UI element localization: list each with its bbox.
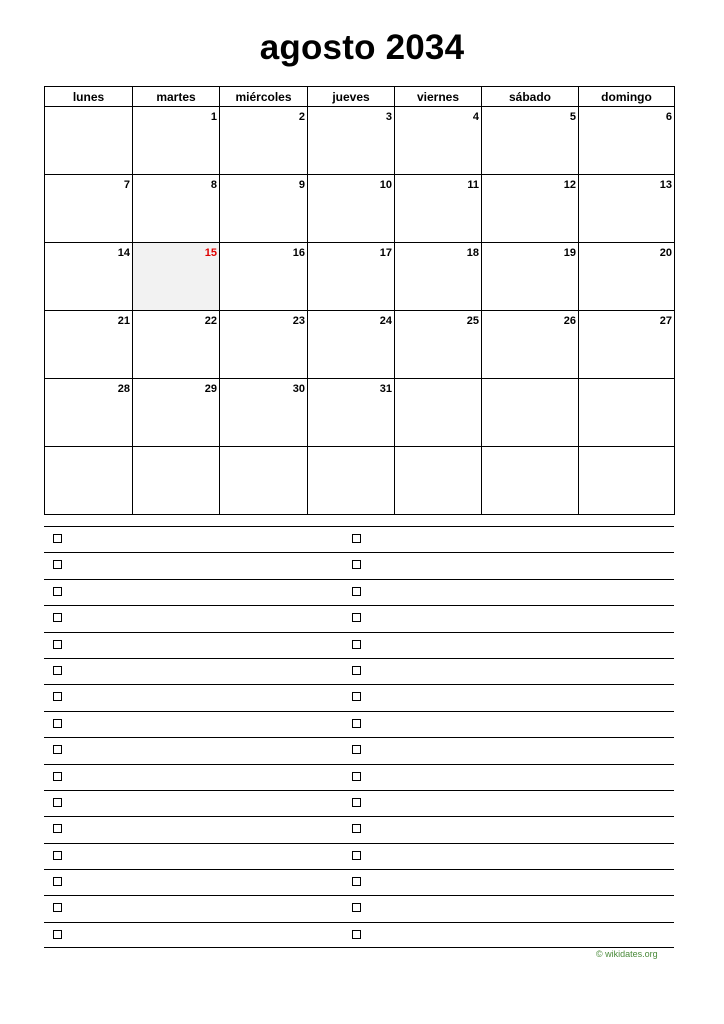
calendar-week-row — [45, 447, 675, 515]
day-number: 31 — [379, 383, 392, 395]
day-number: 12 — [563, 179, 576, 191]
checkbox-icon[interactable] — [352, 903, 361, 912]
checkbox-icon[interactable] — [352, 719, 361, 728]
day-number: 15 — [204, 247, 217, 259]
calendar-day-cell — [308, 107, 395, 175]
checkbox-icon[interactable] — [53, 560, 62, 569]
calendar-day-cell — [220, 175, 308, 243]
checkbox-icon[interactable] — [53, 587, 62, 596]
day-number — [672, 390, 674, 392]
day-number: 21 — [117, 315, 130, 327]
day-number: 17 — [379, 247, 392, 259]
checklist-row — [44, 552, 674, 578]
day-number: 8 — [210, 179, 217, 191]
checklist — [44, 526, 674, 948]
day-number: 26 — [563, 315, 576, 327]
calendar-day-cell — [133, 107, 220, 175]
checkbox-icon[interactable] — [53, 692, 62, 701]
calendar-empty-cell — [482, 447, 579, 515]
checklist-row — [44, 737, 674, 763]
calendar-day-cell — [482, 107, 579, 175]
calendar-day-cell — [133, 379, 220, 447]
weekday-header-row — [45, 87, 675, 107]
checkbox-icon[interactable] — [352, 560, 361, 569]
calendar-day-cell — [579, 175, 675, 243]
checklist-row — [44, 790, 674, 816]
checkbox-icon[interactable] — [352, 798, 361, 807]
calendar-day-cell — [482, 175, 579, 243]
checkbox-icon[interactable] — [352, 534, 361, 543]
day-number: 20 — [659, 247, 672, 259]
day-number: 19 — [563, 247, 576, 259]
weekday-header: miércoles — [220, 87, 308, 107]
day-number: 28 — [117, 383, 130, 395]
checklist-row — [44, 605, 674, 631]
calendar-day-cell — [482, 311, 579, 379]
checkbox-icon[interactable] — [352, 587, 361, 596]
checkbox-icon[interactable] — [53, 930, 62, 939]
checkbox-icon[interactable] — [53, 877, 62, 886]
day-number: 22 — [204, 315, 217, 327]
calendar-week-row — [45, 379, 675, 447]
checkbox-icon[interactable] — [352, 613, 361, 622]
checkbox-icon[interactable] — [352, 930, 361, 939]
calendar-day-cell — [220, 243, 308, 311]
calendar-day-cell — [395, 107, 482, 175]
checklist-row — [44, 711, 674, 737]
checkbox-icon[interactable] — [352, 851, 361, 860]
calendar-empty-cell — [220, 447, 308, 515]
checklist-row — [44, 579, 674, 605]
calendar-day-cell — [45, 379, 133, 447]
checkbox-icon[interactable] — [53, 640, 62, 649]
checklist-row — [44, 895, 674, 921]
weekday-header: viernes — [395, 87, 482, 107]
calendar-day-cell — [133, 243, 220, 311]
checklist-row — [44, 684, 674, 710]
checkbox-icon[interactable] — [53, 534, 62, 543]
calendar-day-cell — [220, 107, 308, 175]
calendar-day-cell — [133, 311, 220, 379]
calendar-day-cell — [395, 175, 482, 243]
checkbox-icon[interactable] — [352, 666, 361, 675]
checkbox-icon[interactable] — [352, 772, 361, 781]
checkbox-icon[interactable] — [53, 824, 62, 833]
day-number: 24 — [379, 315, 392, 327]
day-number — [479, 458, 481, 460]
day-number: 4 — [472, 111, 479, 123]
page-title: agosto 2034 — [259, 28, 465, 67]
calendar-day-cell — [308, 311, 395, 379]
checklist-row — [44, 869, 674, 895]
day-number: 29 — [204, 383, 217, 395]
checklist-row — [44, 922, 674, 948]
day-number: 5 — [569, 111, 576, 123]
calendar-week-row — [45, 175, 675, 243]
calendar-day-cell — [308, 243, 395, 311]
checklist-row — [44, 816, 674, 842]
weekday-header: lunes — [45, 87, 133, 107]
calendar-day-cell — [579, 243, 675, 311]
day-number: 23 — [292, 315, 305, 327]
checkbox-icon[interactable] — [352, 824, 361, 833]
calendar-day-cell — [45, 243, 133, 311]
checkbox-icon[interactable] — [53, 903, 62, 912]
checkbox-icon[interactable] — [352, 640, 361, 649]
day-number — [672, 458, 674, 460]
day-number: 7 — [123, 179, 130, 191]
calendar-day-cell — [579, 311, 675, 379]
day-number: 16 — [292, 247, 305, 259]
day-number — [217, 458, 219, 460]
day-number: 10 — [379, 179, 392, 191]
checkbox-icon[interactable] — [53, 851, 62, 860]
day-number: 2 — [298, 111, 305, 123]
calendar-empty-cell — [308, 447, 395, 515]
day-number: 13 — [659, 179, 672, 191]
calendar-day-cell — [579, 107, 675, 175]
calendar-day-cell — [482, 243, 579, 311]
day-number: 30 — [292, 383, 305, 395]
day-number — [305, 458, 307, 460]
calendar-day-cell — [308, 379, 395, 447]
day-number: 6 — [665, 111, 672, 123]
checkbox-icon[interactable] — [53, 772, 62, 781]
calendar-empty-cell — [579, 379, 675, 447]
calendar-empty-cell — [45, 107, 133, 175]
calendar-day-cell — [308, 175, 395, 243]
checkbox-icon[interactable] — [53, 798, 62, 807]
calendar-empty-cell — [45, 447, 133, 515]
checklist-row — [44, 764, 674, 790]
checklist-row — [44, 632, 674, 658]
checkbox-icon[interactable] — [53, 719, 62, 728]
calendar-day-cell — [133, 175, 220, 243]
checklist-row — [44, 526, 674, 552]
calendar-empty-cell — [395, 379, 482, 447]
checkbox-icon[interactable] — [53, 745, 62, 754]
day-number: 18 — [466, 247, 479, 259]
checkbox-icon[interactable] — [352, 877, 361, 886]
checkbox-icon[interactable] — [53, 613, 62, 622]
day-number — [130, 458, 132, 460]
calendar-week-row — [45, 243, 675, 311]
day-number — [576, 390, 578, 392]
day-number — [392, 458, 394, 460]
weekday-header: domingo — [579, 87, 675, 107]
checkbox-icon[interactable] — [352, 745, 361, 754]
calendar-day-cell — [395, 311, 482, 379]
day-number: 27 — [659, 315, 672, 327]
day-number — [576, 458, 578, 460]
calendar-empty-cell — [133, 447, 220, 515]
checklist-row — [44, 658, 674, 684]
day-number: 3 — [385, 111, 392, 123]
calendar-day-cell — [45, 175, 133, 243]
calendar-week-row — [45, 107, 675, 175]
checklist-row — [44, 843, 674, 869]
checkbox-icon[interactable] — [352, 692, 361, 701]
calendar-day-cell — [220, 379, 308, 447]
day-number: 14 — [117, 247, 130, 259]
calendar-empty-cell — [579, 447, 675, 515]
day-number: 9 — [298, 179, 305, 191]
calendar-week-row — [45, 311, 675, 379]
checkbox-icon[interactable] — [53, 666, 62, 675]
day-number: 25 — [466, 315, 479, 327]
calendar-grid — [44, 86, 675, 515]
calendar-day-cell — [45, 311, 133, 379]
weekday-header: jueves — [308, 87, 395, 107]
weekday-header: martes — [133, 87, 220, 107]
calendar-empty-cell — [482, 379, 579, 447]
day-number: 11 — [467, 179, 479, 191]
footer-credit: © wikidates.org — [596, 949, 658, 959]
calendar-day-cell — [220, 311, 308, 379]
calendar-day-cell — [395, 243, 482, 311]
day-number — [479, 390, 481, 392]
calendar-empty-cell — [395, 447, 482, 515]
day-number: 1 — [210, 111, 217, 123]
weekday-header: sábado — [482, 87, 579, 107]
day-number — [130, 118, 132, 120]
